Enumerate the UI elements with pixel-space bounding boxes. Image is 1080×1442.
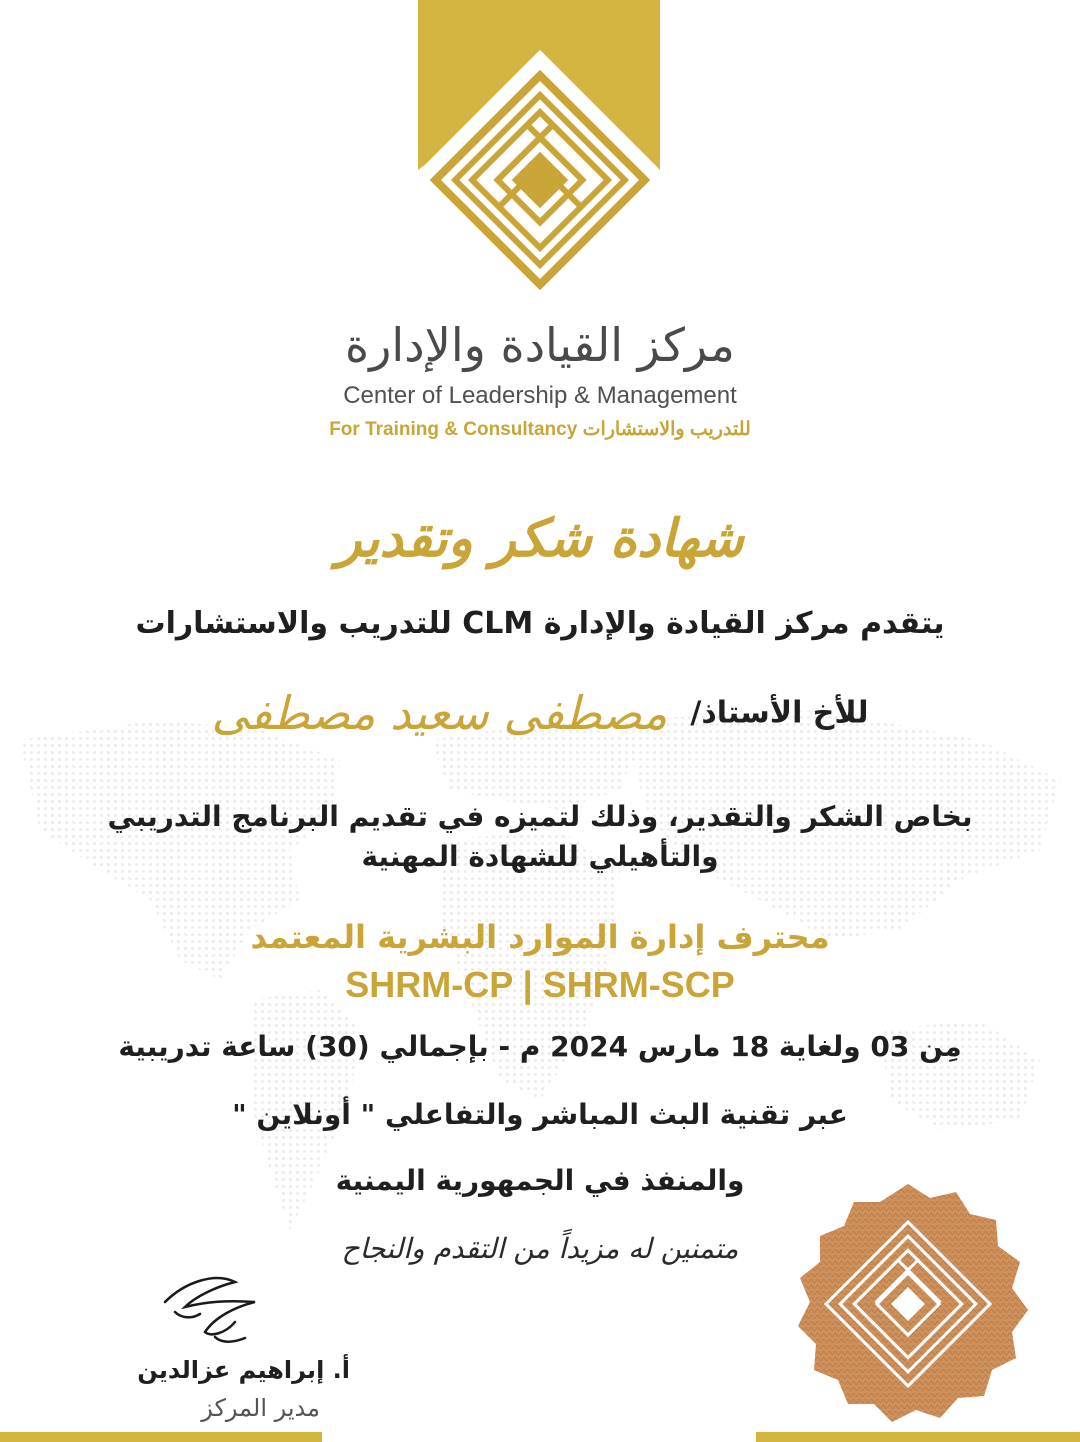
organization-subtitle-en: For Training & Consultancy bbox=[329, 419, 578, 440]
organization-name-en: Center of Leadership & Management bbox=[343, 382, 737, 409]
place-line: والمنفذ في الجمهورية اليمنية bbox=[335, 1164, 745, 1197]
kufic-square-logo-icon bbox=[410, 50, 670, 310]
recipient-row bbox=[150, 686, 930, 756]
recipient-name: مصطفى سعيد مصطفى bbox=[211, 686, 668, 740]
organization-subtitle-ar: للتدريب والاستشارات bbox=[582, 419, 751, 440]
dates-line: مِن 03 ولغاية 18 مارس 2024 م - بإجمالي (30) ساعة تدريبية bbox=[118, 1030, 962, 1063]
wish-line: متمنين له مزيداً من التقدم والنجاح bbox=[341, 1232, 739, 1265]
program-name-ar: محترف إدارة الموارد البشرية المعتمد bbox=[250, 918, 830, 956]
certificate-title: شهادة شكر وتقدير bbox=[336, 508, 744, 569]
reason-line-2: والتأهيلي للشهادة المهنية bbox=[361, 840, 719, 873]
signatory-role: مدير المركز bbox=[201, 1394, 320, 1422]
recipient-prefix: للأخ الأستاذ/ bbox=[690, 695, 869, 731]
organization-name-ar: مركز القيادة والإدارة bbox=[345, 318, 735, 372]
bottom-bar-left bbox=[0, 1432, 322, 1442]
method-line: عبر تقنية البث المباشر والتفاعلي " أونلاين " bbox=[232, 1098, 848, 1131]
bottom-bar-right bbox=[756, 1432, 1080, 1442]
signatory-name: أ. إبراهيم عزالدين bbox=[137, 1356, 350, 1384]
signature-icon bbox=[155, 1262, 275, 1352]
program-code: SHRM-CP | SHRM-SCP bbox=[345, 964, 735, 1005]
organization-subtitle bbox=[290, 418, 790, 441]
presenter-line: يتقدم مركز القيادة والإدارة CLM للتدريب والاستشارات bbox=[135, 606, 945, 641]
rosette-seal-icon bbox=[780, 1176, 1036, 1432]
reason-line-1: بخاص الشكر والتقدير، وذلك لتميزه في تقديم البرنامج التدريبي bbox=[107, 800, 973, 833]
